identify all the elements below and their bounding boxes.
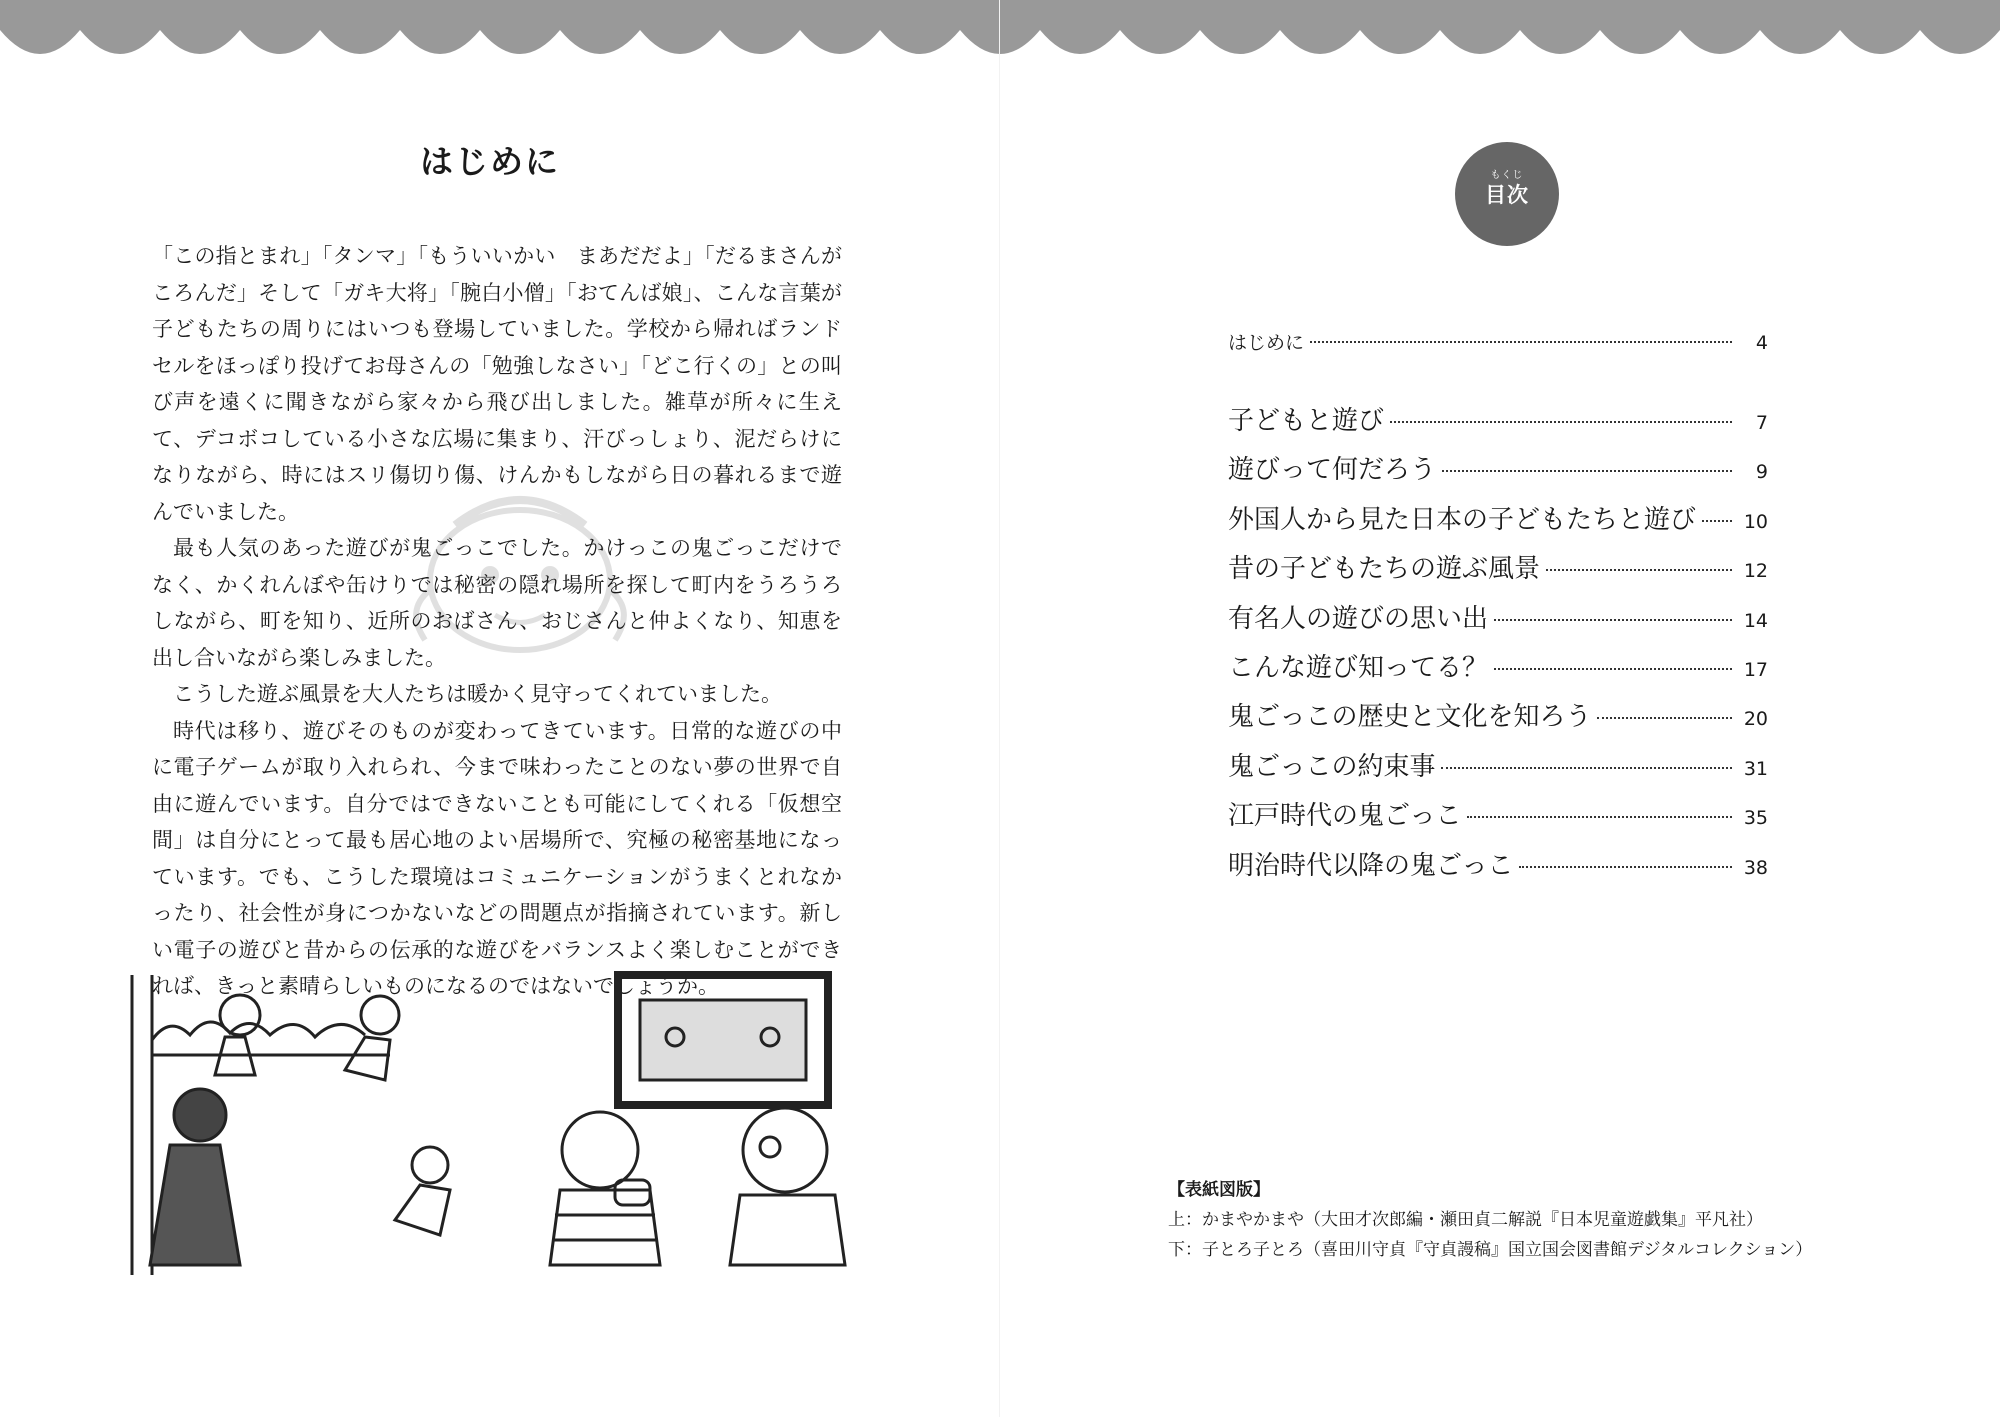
children-playing-illustration bbox=[130, 965, 850, 1285]
toc-entry-label: 明治時代以降の鬼ごっこ bbox=[1228, 850, 1514, 881]
toc-entry-page: 12 bbox=[1743, 560, 1768, 583]
toc-leader-dots bbox=[1442, 470, 1732, 472]
toc-entry-page: 31 bbox=[1743, 757, 1768, 780]
toc-leader-dots bbox=[1494, 668, 1732, 670]
toc-leader-dots bbox=[1546, 569, 1732, 571]
toc-entry-label: 子どもと遊び bbox=[1228, 406, 1385, 436]
toc-entry-page: 7 bbox=[1755, 412, 1768, 434]
toc-entry-label: 江戸時代の鬼ごっこ bbox=[1228, 801, 1462, 832]
toc-entry-page: 20 bbox=[1743, 708, 1768, 731]
page-gutter bbox=[999, 0, 1000, 1417]
toc-leader-dots bbox=[1310, 341, 1732, 343]
intro-body bbox=[152, 238, 842, 1005]
toc-entry-page: 35 bbox=[1743, 807, 1768, 830]
cover-credits-heading: 【表紙図版】 bbox=[1168, 1180, 1270, 1200]
toc-entry[interactable] bbox=[1228, 845, 1768, 894]
toc-entry[interactable] bbox=[1228, 598, 1768, 647]
toc-leader-dots bbox=[1597, 717, 1732, 719]
cover-credit-bottom: 下：子とろ子とろ（喜田川守貞『守貞謾稿』国立国会図書館デジタルコレクション） bbox=[1168, 1240, 1813, 1260]
toc-entry-label: こんな遊び知ってる？ bbox=[1228, 652, 1489, 683]
toc-entry-page: 38 bbox=[1743, 856, 1768, 879]
toc-entry-label: 外国人から見た日本の子どもたちと遊び bbox=[1228, 504, 1697, 535]
toc-entry-label: 遊びって何だろう bbox=[1228, 455, 1437, 486]
intro-paragraph: 「この指とまれ」「タンマ」「もういいかい まあだだよ」「だるまさんがころんだ」そして「ガキ大将」「腕白小僧」「おてんば娘」、こんな言葉が子どもたちの周りにはいつも登場していました。学校から帰ればランドセルをほっぽり投げてお母さんの「勉強しなさい」「どこ行くの」との叫び声を遠くに聞きながら家々から飛び出しました。雑草が所々に生えて、デコボコしている小さな広場に集まり、汗びっしょり、泥だらけになりながら、時にはスリ傷切り傷、けんかもしながら日の暮れるまで遊んでいました。 bbox=[152, 244, 842, 524]
toc-entry[interactable] bbox=[1228, 746, 1768, 795]
toc-leader-dots bbox=[1702, 520, 1732, 522]
toc-entry-intro[interactable] bbox=[1228, 328, 1768, 355]
toc-badge-label: 目次 bbox=[1485, 183, 1529, 207]
toc-entry[interactable] bbox=[1228, 696, 1768, 745]
toc-badge bbox=[1455, 142, 1559, 246]
toc-leader-dots bbox=[1467, 816, 1732, 818]
toc-leader-dots bbox=[1441, 767, 1732, 769]
toc-entry[interactable] bbox=[1228, 647, 1768, 696]
toc-badge-ruby: もくじ bbox=[1490, 170, 1524, 181]
toc-entry-label: 鬼ごっこの歴史と文化を知ろう bbox=[1228, 702, 1592, 733]
toc-entry-page: 14 bbox=[1743, 609, 1768, 632]
intro-paragraph: 時代は移り、遊びそのものが変わってきています。日常的な遊びの中に電子ゲームが取り入れられ、今まで味わったことのない夢の世界で自由に遊んでいます。自分ではできないことも可能にしてくれる「仮想空間」は自分にとって最も居心地のよい居場所で、究極の秘密基地になっています。でも、こうした環境はコミュニケーションがうまくとれなかったり、社会性が身につかないなどの問題点が指摘されています。新しい電子の遊びと昔からの伝承的な遊びをバランスよく楽しむことができれば、きっと素晴らしいものになるのではないでしょうか。 bbox=[152, 718, 842, 998]
intro-title: はじめに bbox=[420, 142, 560, 181]
toc-entry[interactable] bbox=[1228, 449, 1768, 498]
cloud-border bbox=[0, 0, 2000, 70]
cover-credits bbox=[1168, 1175, 1868, 1265]
toc-leader-dots bbox=[1390, 421, 1732, 423]
toc-entry-label: 昔の子どもたちの遊ぶ風景 bbox=[1228, 554, 1541, 585]
cover-credit-top: 上：かまやかまや（大田才次郎編・瀬田貞二解説『日本児童遊戯集』平凡社） bbox=[1168, 1210, 1763, 1230]
toc-entry-page: 10 bbox=[1743, 510, 1768, 533]
toc-entry-page: 17 bbox=[1743, 658, 1768, 681]
toc-entry[interactable] bbox=[1228, 795, 1768, 844]
toc-list bbox=[1228, 400, 1768, 894]
toc-leader-dots bbox=[1494, 619, 1732, 621]
toc-entry-label: 鬼ごっこの約束事 bbox=[1228, 751, 1436, 782]
toc-entry-label: 有名人の遊びの思い出 bbox=[1228, 603, 1489, 634]
toc-entry-label: はじめに bbox=[1228, 332, 1305, 354]
toc-entry[interactable] bbox=[1228, 499, 1768, 548]
toc-leader-dots bbox=[1519, 866, 1732, 868]
toc-entry-page: 9 bbox=[1755, 461, 1768, 484]
toc-entry[interactable] bbox=[1228, 400, 1768, 449]
toc-entry[interactable] bbox=[1228, 548, 1768, 597]
toc-entry-page: 4 bbox=[1755, 332, 1768, 354]
intro-paragraph: 最も人気のあった遊びが鬼ごっこでした。かけっこの鬼ごっこだけでなく、かくれんぼや缶けりでは秘密の隠れ場所を探して町内をうろうろしながら、町を知り、近所のおばさん、おじさんと仲よくなり、知恵を出し合いながら楽しみました。 bbox=[152, 536, 842, 670]
intro-paragraph: こうした遊ぶ風景を大人たちは暖かく見守ってくれていました。 bbox=[173, 682, 782, 706]
